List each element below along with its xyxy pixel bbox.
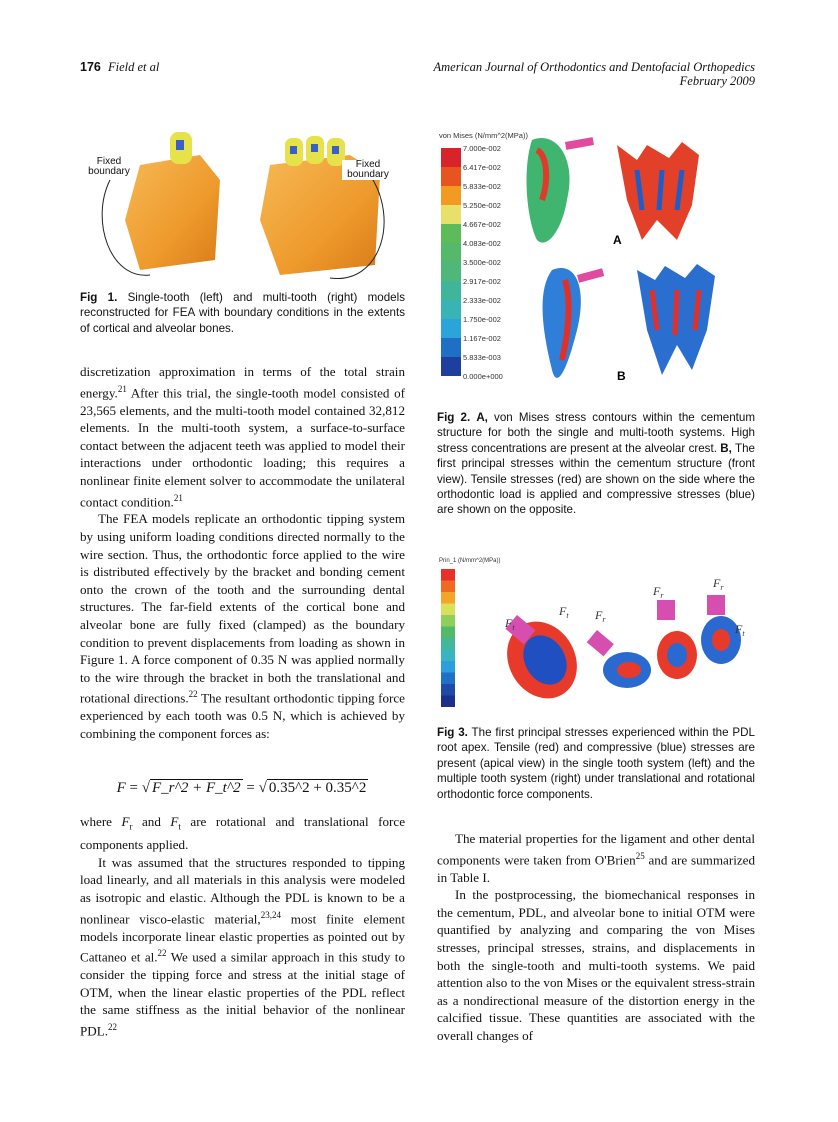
citation-ref[interactable]: 22 xyxy=(188,689,198,700)
citation-ref[interactable]: 23,24 xyxy=(260,909,281,920)
legend-color-band xyxy=(441,661,455,673)
formula-lhs: F xyxy=(116,780,126,796)
paragraph xyxy=(80,854,405,1040)
legend-color-band xyxy=(441,300,461,319)
legend-color-band xyxy=(441,205,461,224)
legend-tick-label: 2.333e-002 xyxy=(463,296,501,305)
legend-color-band xyxy=(441,186,461,205)
legend-color-band xyxy=(441,627,455,639)
panel-label-a: A xyxy=(613,233,622,247)
legend-tick-label: 5.833e-002 xyxy=(463,182,501,191)
text-run: The resultant orthodontic tipping force experienced by each tooth was 0.5 N, which is achieved by combining the component forces as: xyxy=(80,690,405,741)
figure-1-image xyxy=(80,120,405,285)
legend-color-band xyxy=(441,615,455,627)
paragraph xyxy=(80,510,405,742)
legend-color-band xyxy=(441,224,461,243)
text-run: F xyxy=(121,814,130,829)
legend-tick-label: 1.167e-002 xyxy=(463,334,501,343)
legend-color-band xyxy=(441,581,455,593)
paragraph xyxy=(437,830,755,886)
text-run: t xyxy=(178,821,181,832)
force-label-t-single: $F_t$ xyxy=(505,616,515,632)
legend-tick-label: 6.417e-002 xyxy=(463,163,501,172)
figure-3-image xyxy=(437,555,755,715)
legend-color-band xyxy=(441,319,461,338)
force-label-r-single: $F_t$ xyxy=(559,604,569,620)
running-header-left xyxy=(80,60,159,75)
page-number: 176 xyxy=(80,60,101,74)
issue-date: February 2009 xyxy=(679,74,755,88)
text-run: and xyxy=(132,814,171,829)
paragraph xyxy=(80,363,405,510)
legend-color-band xyxy=(441,684,455,696)
figure-2-caption xyxy=(437,410,755,518)
fig2-legend-title: von Mises (N/mm^2(MPa)) xyxy=(439,131,528,140)
legend-tick-label: 5.250e-002 xyxy=(463,201,501,210)
legend-color-band xyxy=(441,650,455,662)
figure-3-label: Fig 3. xyxy=(437,726,468,739)
legend-color-band xyxy=(441,338,461,357)
text-run: are rotational and translational force components applied. xyxy=(80,814,406,853)
text-run: most finite element models incorporate linear elastic properties as pointed out by Cattaneo et al. xyxy=(80,910,405,965)
caption-panel-b: B, xyxy=(720,441,732,455)
journal-name: American Journal of Orthodontics and Dentofacial Orthopedics xyxy=(433,60,755,74)
figure-2-caption-text-b: The first principal stresses within the cementum structure (front view). Tensile stresses (red) are shown on the side where the orthodontic load is applied and compressive stresses (blue) are shown on the opposite. xyxy=(437,441,755,517)
paragraph xyxy=(80,813,405,854)
figure-2-image xyxy=(437,130,755,395)
text-run: We used a similar approach in this study to consider the tipping force and stress at the initial stage of OTM, when the linear elastic properties of the PDL reflect the same stiffness as the initial behavior of the nonlinear PDL. xyxy=(80,949,405,1039)
single-tooth-model-bone xyxy=(125,155,220,270)
text-run: F xyxy=(170,814,179,829)
legend-color-band xyxy=(441,357,461,376)
force-formula: F = √ F_r^2 + F_t^2 = √ 0.35^2 + 0.35^2 xyxy=(116,780,367,796)
legend-color-band xyxy=(441,638,455,650)
figure-2-label: Fig 2. xyxy=(437,411,471,424)
figure-2-caption-text-a: von Mises stress contours within the cementum structure for both the single and multi-tooth systems. High stress concentrations are present at the alveolar crest. xyxy=(437,411,755,455)
figure-1-caption xyxy=(80,290,405,336)
legend-color-band xyxy=(441,569,455,581)
legend-color-band xyxy=(441,604,455,616)
fixed-boundary-label-left: Fixed boundary xyxy=(84,157,134,177)
text-run: . A force component of 0.35 N was applied normally to the wire through the bracket in both the translational and rotational directions. xyxy=(80,652,405,706)
figure-1-label: Fig 1. xyxy=(80,291,118,304)
legend-color-band xyxy=(441,281,461,300)
legend-tick-label: 3.500e-002 xyxy=(463,258,501,267)
legend-color-band xyxy=(441,167,461,186)
figure-3-caption-text: The first principal stresses experienced within the PDL root apex. Tensile (red) and compressive (blue) stresses are present (apical view) in the single tooth system (left) and the multiple tooth system (right) under translational and rotational orthodontic force components. xyxy=(437,726,755,801)
fixed-boundary-label-right: Fixed boundary xyxy=(342,160,394,180)
legend-tick-label: 7.000e-002 xyxy=(463,144,501,153)
text-run: where xyxy=(80,814,122,829)
citation-ref[interactable]: 22 xyxy=(157,948,167,959)
text-run: discretization approximation in terms of the total strain energy. xyxy=(80,364,405,400)
formula-radicand-symbolic: F_r^2 + F_t^2 xyxy=(152,780,241,796)
tooth-b-single xyxy=(543,268,581,378)
text-run: The FEA models replicate an orthodontic tipping system by using uniform loading conditions directed normally to the wire section. Thus, the orthodontic force applied to the wire is distributed effectively by the bracket and bonding cement onto the crown of the tooth and the surrounding dental structures. The far-field extents of the cortical bone and alveolar bone are fully fixed (clamped) as the boundary condition to prevent displacements from loading as shown in xyxy=(80,511,405,650)
force-label-r-multi: $F_r$ xyxy=(653,584,664,600)
citation-ref[interactable]: 22 xyxy=(108,1021,118,1032)
text-run: and are summarized in Table I. xyxy=(437,851,756,885)
citation-ref[interactable]: 21 xyxy=(117,383,127,394)
text-run: After this trial, the single-tooth model consisted of 23,565 elements, and the multi-tooth model contained 32,812 elements. In the multi-tooth system, a surface-to-surface contact between the adjacent teeth was applied to model their interactions under orthodontic loading; this requires a nonlinear finite element solver to accommodate the unilateral contact condition. xyxy=(80,384,405,509)
panel-label-b: B xyxy=(617,369,626,383)
figure-reference-link[interactable]: Figure 1 xyxy=(80,652,125,668)
force-label-r: $F_r$ xyxy=(595,608,606,624)
legend-color-band xyxy=(441,262,461,281)
legend-tick-label: 0.000e+000 xyxy=(463,372,503,381)
citation-ref[interactable]: 25 xyxy=(635,850,645,861)
text-run: r xyxy=(129,821,133,832)
formula-equals: = xyxy=(125,780,142,796)
running-header-right xyxy=(434,60,756,88)
caption-panel-a: A, xyxy=(476,411,488,424)
legend-tick-label: 4.667e-002 xyxy=(463,220,501,229)
figure-1-caption-text: Single-tooth (left) and multi-tooth (right) models reconstructed for FEA with boundary conditions in the extents of cortical and alveolar bones. xyxy=(80,291,405,335)
fig3-legend-title: Prin_1 (N/mm^2(MPa)) xyxy=(439,558,501,564)
legend-color-band xyxy=(441,673,455,685)
formula-radicand-numeric: 0.35^2 + 0.35^2 xyxy=(268,780,367,796)
text-run: It was assumed that the structures responded to tipping load linearly, and all materials in this analysis were modeled as isotropic and elastic. Although the PDL is known to be a nonlinear visco-elastic material, xyxy=(80,854,405,926)
formula-equals: = xyxy=(242,780,259,796)
legend-color-band xyxy=(441,243,461,262)
legend-tick-label: 2.917e-002 xyxy=(463,277,501,286)
left-column-text-continued xyxy=(80,813,405,1040)
legend-color-band xyxy=(441,148,461,167)
force-label-t-multi: $F_t$ xyxy=(735,622,745,638)
left-column-text xyxy=(80,363,405,743)
legend-tick-label: 5.833e-003 xyxy=(463,353,501,362)
text-run: In the postprocessing, the biomechanical responses in the cementum, PDL, and alveolar bone to initial OTM were quantified by analyzing and comparing the von Mises stresses, principal stresses, strains, and displacements in both the single-tooth and multi-tooth systems. We paid attention also to the von Mises or the equivalent stress-strain as a nondirectional measure of the distortion energy in the calcified tissue. These quantities are associated with the overall changes of xyxy=(437,887,755,1043)
force-label-r-multi-2: $F_r$ xyxy=(713,576,724,592)
legend-tick-label: 4.083e-002 xyxy=(463,239,501,248)
tooth-a-single xyxy=(527,138,570,243)
paragraph xyxy=(437,886,755,1044)
legend-color-band xyxy=(441,696,455,708)
citation-ref[interactable]: 21 xyxy=(173,492,183,503)
legend-color-band xyxy=(441,592,455,604)
figure-3-caption xyxy=(437,725,755,802)
right-column-text xyxy=(437,830,755,1044)
running-authors: Field et al xyxy=(107,60,160,74)
text-run: The material properties for the ligament and other dental components were taken from O'Brien xyxy=(437,831,755,867)
legend-tick-label: 1.750e-002 xyxy=(463,315,501,324)
